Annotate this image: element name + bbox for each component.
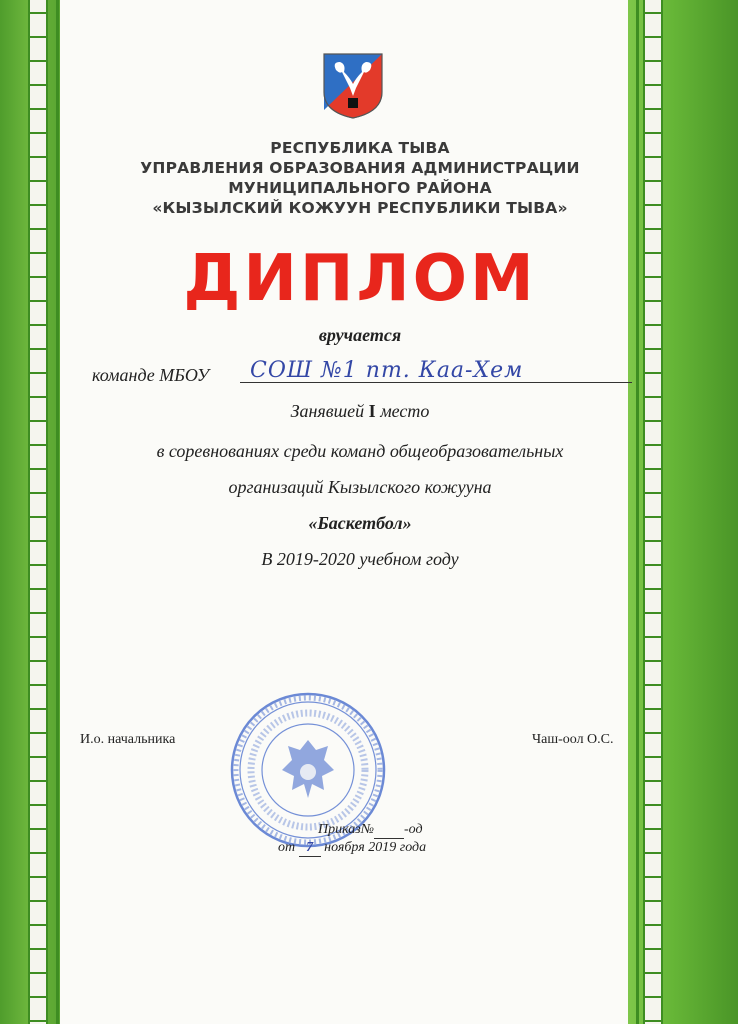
team-handwritten: СОШ №1 пт. Каа-Хем <box>250 358 524 383</box>
order-label: Приказ№ <box>318 822 374 837</box>
place-suffix: место <box>375 401 430 421</box>
order-number <box>318 822 423 839</box>
header-line-4: «КЫЗЫЛСКИЙ КОЖУУН РЕСПУБЛИКИ ТЫВА» <box>152 199 568 217</box>
competition-line-2: организаций Кызылского кожууна <box>228 477 492 497</box>
order-date-prefix: от <box>278 840 299 855</box>
competition-line-1: в соревнованиях среди команд общеобразовательных <box>156 441 564 461</box>
diploma-title: ДИПЛОМ <box>183 242 537 316</box>
order-date-day: 7 <box>299 840 321 857</box>
place-number: I <box>368 401 376 421</box>
signature-name: Чаш-оол О.С. <box>532 732 614 747</box>
left-ornament-band <box>28 0 48 1024</box>
header-line-1: РЕСПУБЛИКА ТЫВА <box>270 139 450 157</box>
place-prefix: Занявшей <box>290 401 369 421</box>
order-date <box>278 840 426 857</box>
left-inner-line <box>56 0 59 1024</box>
sport-name: «Баскетбол» <box>308 513 412 533</box>
header-line-2: УПРАВЛЕНИЯ ОБРАЗОВАНИЯ АДМИНИСТРАЦИИ <box>140 159 580 177</box>
place-text <box>80 400 640 422</box>
team-label: команде МБОУ <box>92 365 209 385</box>
order-number-blank <box>374 822 404 839</box>
order-suffix: -од <box>403 822 423 837</box>
signature-title: И.о. начальника <box>80 732 176 747</box>
awarded-text: вручается <box>318 325 402 345</box>
order-date-suffix: ноября 2019 года <box>320 840 427 855</box>
coat-of-arms-icon <box>322 52 384 120</box>
right-ornament-band <box>643 0 663 1024</box>
school-year: В 2019-2020 учебном году <box>261 549 459 569</box>
header-line-3: МУНИЦИПАЛЬНОГО РАЙОНА <box>228 179 492 197</box>
